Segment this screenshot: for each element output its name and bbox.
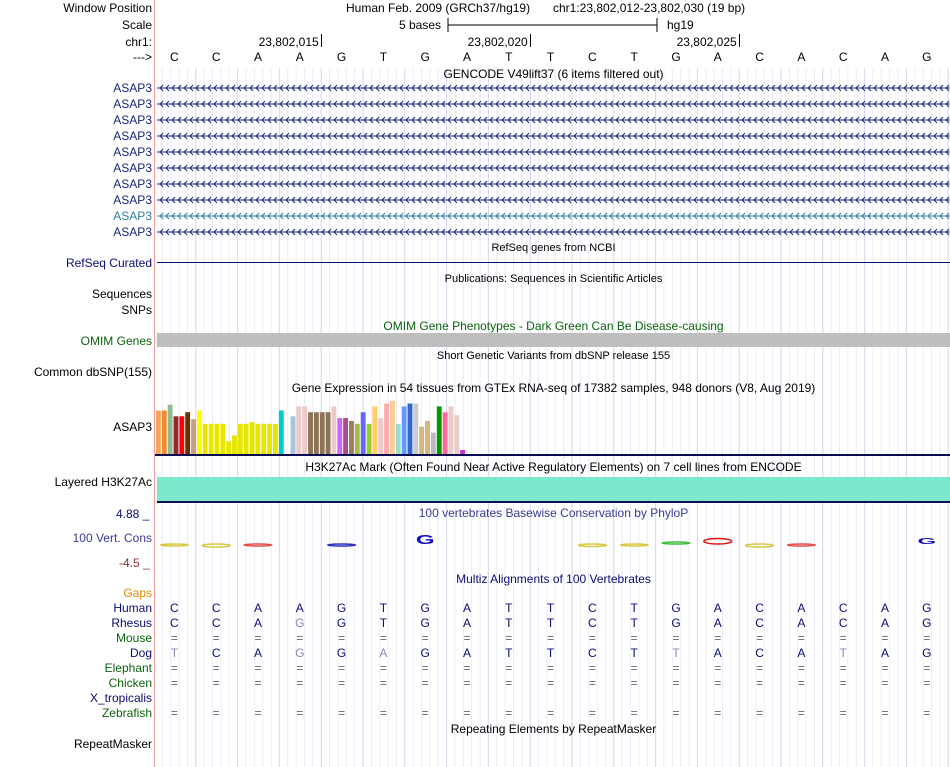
gtex-tissue-bar: [261, 424, 266, 454]
phylop-title[interactable]: 100 vertebrates Basewise Conservation by PhyloP: [418, 506, 689, 520]
gtex-tissue-bar: [320, 412, 325, 454]
gtex-tissue-bar: [279, 411, 284, 455]
multiz-base: T: [505, 646, 513, 660]
gtex-tissue-bar: [296, 406, 301, 454]
multiz-base: A: [253, 616, 262, 630]
dna-base: C: [755, 50, 764, 64]
gtex-tissue-bar: [349, 421, 354, 454]
gtex-tissue-bar: [337, 418, 342, 454]
gtex-title[interactable]: Gene Expression in 54 tissues from GTEx RNA-seq of 17382 samples, 948 donors (V8, Aug 2019): [291, 381, 816, 395]
gtex-tissue-bar: [220, 424, 225, 454]
h3k27ac-title[interactable]: H3K27Ac Mark (Often Found Near Active Regulatory Elements) on 7 cell lines from ENCODE: [305, 460, 802, 474]
multiz-base: =: [547, 706, 555, 720]
refseq-title[interactable]: RefSeq genes from NCBI: [491, 242, 616, 254]
gtex-tissue-bar: [413, 404, 418, 454]
multiz-base: G: [295, 616, 305, 630]
dna-base: G: [420, 50, 430, 64]
gencode-gene-label[interactable]: ASAP3: [113, 81, 152, 95]
phylop-label[interactable]: 100 Vert. Cons: [72, 531, 152, 545]
multiz-base: =: [839, 706, 847, 720]
multiz-base: =: [923, 706, 931, 720]
gtex-tissue-bar: [408, 404, 413, 454]
multiz-base: =: [797, 661, 805, 675]
dna-base: T: [379, 50, 388, 64]
multiz-base: =: [463, 661, 471, 675]
multiz-base: T: [546, 601, 555, 615]
ruler-tick-label: 23,802,025: [676, 35, 737, 49]
window-position-label: Window Position: [63, 1, 152, 15]
multiz-base: C: [588, 601, 597, 615]
dbsnp-label[interactable]: Common dbSNP(155): [33, 365, 152, 379]
phylop-glyph: G: [917, 536, 937, 546]
gencode-gene-label[interactable]: ASAP3: [113, 129, 152, 143]
multiz-base: G: [922, 616, 932, 630]
multiz-base: C: [211, 601, 221, 615]
multiz-base: C: [211, 616, 221, 630]
multiz-base: =: [630, 631, 638, 645]
multiz-base: =: [881, 676, 889, 690]
multiz-base: A: [797, 646, 806, 660]
multiz-base: =: [672, 631, 680, 645]
gtex-tissue-bar: [255, 424, 260, 454]
gtex-tissue-bar: [156, 411, 161, 455]
multiz-base: T: [630, 646, 638, 660]
multiz-base: =: [421, 676, 429, 690]
multiz-base: A: [880, 646, 889, 660]
gtex-tissue-bar: [302, 406, 307, 454]
multiz-base: =: [547, 631, 555, 645]
gtex-tissue-bar: [355, 424, 360, 454]
multiz-base: A: [880, 616, 889, 630]
gtex-tissue-bar: [343, 418, 348, 454]
multiz-base: G: [671, 616, 681, 630]
multiz-base: =: [630, 676, 638, 690]
multiz-base: =: [254, 676, 262, 690]
refseq-label[interactable]: RefSeq Curated: [65, 256, 152, 270]
h3k27ac-signal[interactable]: [157, 477, 950, 501]
multiz-title[interactable]: Multiz Alignments of 100 Vertebrates: [456, 572, 651, 586]
multiz-base: =: [338, 661, 346, 675]
multiz-base: =: [588, 661, 596, 675]
multiz-base: =: [296, 706, 304, 720]
multiz-base: =: [379, 706, 387, 720]
multiz-base: =: [630, 706, 638, 720]
dna-base: T: [505, 50, 513, 64]
dna-base: A: [797, 50, 806, 64]
multiz-base: =: [170, 706, 178, 720]
multiz-base: =: [547, 676, 555, 690]
multiz-base: C: [755, 646, 764, 660]
gtex-tissue-bar: [226, 441, 231, 454]
multiz-base: =: [588, 676, 596, 690]
phylop-score-mark: [704, 539, 732, 545]
position-text[interactable]: chr1:23,802,012-23,802,030 (19 bp): [553, 1, 746, 15]
pubs-snps-label[interactable]: SNPs: [121, 303, 152, 317]
repeatmasker-title[interactable]: Repeating Elements by RepeatMasker: [450, 722, 657, 736]
gtex-tissue-bar: [308, 412, 313, 454]
dna-base: G: [671, 50, 681, 64]
gtex-tissue-bar: [209, 424, 214, 454]
multiz-base: A: [253, 601, 262, 615]
multiz-species-label[interactable]: Human: [113, 601, 152, 615]
multiz-base: A: [462, 616, 471, 630]
dna-base: A: [462, 50, 471, 64]
multiz-species-label[interactable]: Rhesus: [111, 616, 152, 630]
gencode-intron-line[interactable]: [157, 163, 950, 173]
multiz-base: C: [170, 601, 179, 615]
ruler-tick-mark: [739, 34, 740, 47]
scale-text: 5 bases: [399, 18, 442, 32]
gencode-intron-line[interactable]: [157, 99, 950, 109]
gencode-intron-line[interactable]: [157, 131, 950, 141]
multiz-base: =: [505, 676, 513, 690]
gencode-gene-label[interactable]: ASAP3: [113, 145, 152, 159]
gtex-tissue-bar: [238, 424, 243, 454]
multiz-base: =: [923, 676, 931, 690]
multiz-base: =: [756, 631, 764, 645]
multiz-gaps-label[interactable]: Gaps: [123, 586, 152, 600]
multiz-base: =: [881, 661, 889, 675]
multiz-base: C: [588, 646, 597, 660]
gtex-tissue-bar: [191, 419, 196, 454]
multiz-base: =: [463, 631, 471, 645]
gencode-gene-label[interactable]: ASAP3: [113, 97, 152, 111]
gtex-tissue-bar: [291, 416, 296, 454]
phylop-score-mark: [328, 544, 356, 546]
gencode-intron-line[interactable]: [157, 147, 950, 157]
gtex-chart[interactable]: [155, 396, 950, 458]
multiz-base: =: [338, 631, 346, 645]
multiz-base: =: [881, 706, 889, 720]
phylop-max-label: 4.88 _: [116, 507, 150, 521]
multiz-base: G: [922, 646, 932, 660]
multiz-base: G: [420, 601, 430, 615]
multiz-base: =: [254, 706, 262, 720]
gtex-tissue-bar: [244, 424, 249, 454]
multiz-species-label[interactable]: Elephant: [104, 661, 152, 675]
multiz-base: =: [881, 631, 889, 645]
gtex-tissue-bar: [367, 424, 372, 454]
multiz-base: =: [463, 676, 471, 690]
multiz-base: =: [170, 661, 178, 675]
gtex-tissue-bar: [185, 412, 190, 454]
multiz-base: =: [923, 661, 931, 675]
multiz-base: =: [672, 676, 680, 690]
multiz-base: =: [714, 706, 722, 720]
gtex-tissue-bar: [203, 424, 208, 454]
ruler-tick-label: 23,802,020: [467, 35, 528, 49]
multiz-base: C: [838, 616, 848, 630]
multiz-base: =: [756, 676, 764, 690]
multiz-base: =: [505, 706, 513, 720]
multiz-base: =: [421, 631, 429, 645]
multiz-base: A: [713, 601, 722, 615]
multiz-base: =: [254, 631, 262, 645]
multiz-base: T: [630, 616, 638, 630]
gencode-gene-label[interactable]: ASAP3: [113, 161, 152, 175]
multiz-base: T: [505, 616, 513, 630]
multiz-base: =: [923, 631, 931, 645]
multiz-species-label[interactable]: Chicken: [108, 676, 152, 690]
multiz-base: T: [505, 601, 513, 615]
assembly-text: Human Feb. 2009 (GRCh37/hg19): [346, 1, 531, 15]
omim-bar[interactable]: [157, 333, 950, 347]
gtex-tissue-bar: [454, 415, 459, 454]
multiz-base: G: [336, 601, 347, 615]
gencode-intron-line[interactable]: [157, 211, 950, 221]
gtex-tissue-bar: [197, 411, 202, 455]
phylop-score-mark: [578, 544, 606, 547]
omim-title[interactable]: OMIM Gene Phenotypes - Dark Green Can Be Disease-causing: [383, 319, 724, 333]
multiz-base: A: [462, 601, 471, 615]
dna-base: C: [170, 50, 179, 64]
ruler-tick-label: 23,802,015: [258, 35, 319, 49]
pubs-sequences-label[interactable]: Sequences: [91, 287, 152, 301]
gtex-tissue-bar: [273, 424, 278, 454]
gencode-intron-line[interactable]: [157, 195, 950, 205]
dna-base: T: [630, 50, 638, 64]
gtex-tissue-bar: [425, 421, 430, 454]
gtex-tissue-bar: [390, 401, 395, 454]
dna-base: G: [336, 50, 347, 64]
multiz-base: A: [379, 646, 388, 660]
multiz-base: =: [672, 706, 680, 720]
multiz-base: =: [505, 631, 513, 645]
multiz-base: =: [463, 706, 471, 720]
phylop-score-mark: [620, 544, 648, 546]
multiz-base: A: [253, 646, 262, 660]
gencode-gene-label[interactable]: ASAP3: [113, 177, 152, 191]
multiz-base: =: [296, 661, 304, 675]
h3k27ac-baseline: [157, 501, 950, 503]
multiz-species-label[interactable]: Mouse: [115, 631, 152, 645]
multiz-base: =: [797, 706, 805, 720]
gtex-tissue-bar: [326, 412, 331, 454]
multiz-base: G: [336, 646, 347, 660]
multiz-base: =: [379, 661, 387, 675]
multiz-base: =: [296, 631, 304, 645]
multiz-base: =: [254, 661, 262, 675]
gencode-gene-label[interactable]: ASAP3: [113, 113, 152, 127]
phylop-score-mark: [662, 542, 690, 544]
refseq-line: [157, 262, 950, 263]
multiz-base: T: [379, 616, 388, 630]
gencode-gene-label[interactable]: ASAP3: [113, 193, 152, 207]
gtex-tissue-bar: [396, 424, 401, 454]
pubs-title[interactable]: Publications: Sequences in Scientific Articles: [444, 273, 663, 285]
gtex-tissue-bar: [162, 411, 167, 455]
scale-bar: [447, 17, 659, 33]
phylop-score-mark: [787, 544, 815, 546]
phylop-glyph: G: [415, 532, 435, 548]
gtex-tissue-bar: [314, 412, 319, 454]
gencode-intron-line[interactable]: [157, 115, 950, 125]
gtex-tissue-bar: [285, 447, 290, 454]
multiz-base: C: [838, 601, 848, 615]
multiz-base: =: [797, 631, 805, 645]
multiz-base: =: [212, 661, 220, 675]
multiz-base: =: [338, 706, 346, 720]
phylop-chart[interactable]: [155, 520, 950, 565]
multiz-base: =: [839, 631, 847, 645]
multiz-base: T: [672, 646, 680, 660]
gtex-tissue-bar: [443, 412, 448, 454]
multiz-base: =: [547, 661, 555, 675]
multiz-base: =: [714, 631, 722, 645]
multiz-base: C: [170, 616, 179, 630]
multiz-base: =: [714, 661, 722, 675]
gencode-intron-line[interactable]: [157, 227, 950, 237]
gtex-tissue-bar: [402, 406, 407, 454]
gtex-tissue-bar: [378, 418, 383, 454]
h3k27ac-label[interactable]: Layered H3K27Ac: [54, 475, 152, 489]
dna-base: T: [546, 50, 555, 64]
dna-base: G: [922, 50, 932, 64]
gencode-intron-line[interactable]: [157, 179, 950, 189]
multiz-base: =: [756, 706, 764, 720]
multiz-base: =: [212, 631, 220, 645]
multiz-species-label[interactable]: Dog: [129, 646, 152, 660]
gtex-tissue-bar: [168, 405, 173, 454]
phylop-score-mark: [244, 544, 272, 546]
multiz-base: =: [421, 706, 429, 720]
phylop-min-label: -4.5 _: [119, 556, 150, 570]
gtex-label[interactable]: ASAP3: [113, 420, 152, 434]
multiz-species-label[interactable]: Zebrafish: [101, 706, 152, 720]
multiz-base: A: [797, 601, 806, 615]
multiz-base: =: [296, 676, 304, 690]
gtex-tissue-bar: [267, 424, 272, 454]
ruler-tick-mark: [321, 34, 322, 47]
dna-base: A: [295, 50, 304, 64]
multiz-base: =: [588, 631, 596, 645]
multiz-base: =: [338, 676, 346, 690]
multiz-base: =: [212, 676, 220, 690]
gencode-intron-line[interactable]: [157, 83, 950, 93]
multiz-base: T: [546, 646, 555, 660]
ruler-tick-mark: [530, 34, 531, 47]
multiz-base: G: [295, 646, 305, 660]
phylop-score-mark: [160, 544, 188, 546]
phylop-score-mark: [746, 544, 774, 547]
multiz-base: =: [379, 676, 387, 690]
scale-db: hg19: [667, 18, 694, 32]
multiz-base: =: [630, 661, 638, 675]
multiz-base: G: [420, 646, 430, 660]
multiz-base: G: [420, 616, 430, 630]
gtex-tissue-bar: [384, 404, 389, 454]
multiz-base: =: [839, 676, 847, 690]
dna-base: C: [211, 50, 221, 64]
multiz-base: =: [714, 676, 722, 690]
scale-label: Scale: [121, 18, 152, 32]
multiz-base: A: [462, 646, 471, 660]
multiz-base: C: [211, 646, 221, 660]
multiz-base: =: [212, 706, 220, 720]
multiz-base: A: [295, 601, 304, 615]
multiz-base: T: [630, 601, 638, 615]
chrom-label: chr1:: [125, 35, 152, 49]
multiz-base: =: [588, 706, 596, 720]
multiz-base: =: [672, 661, 680, 675]
multiz-base: A: [880, 601, 889, 615]
phylop-score-mark: [202, 544, 230, 547]
multiz-base: A: [713, 646, 722, 660]
multiz-base: T: [379, 601, 388, 615]
multiz-base: A: [797, 616, 806, 630]
gencode-title[interactable]: GENCODE V49lift37 (6 items filtered out): [443, 67, 664, 81]
dna-base: A: [253, 50, 262, 64]
multiz-base: G: [336, 616, 347, 630]
multiz-base: T: [839, 646, 847, 660]
gtex-tissue-bar: [174, 416, 179, 454]
omim-label[interactable]: OMIM Genes: [80, 334, 152, 348]
dna-base: A: [880, 50, 889, 64]
multiz-base: G: [922, 601, 932, 615]
multiz-base: =: [839, 661, 847, 675]
multiz-base: =: [379, 631, 387, 645]
gtex-tissue-bar: [215, 424, 220, 454]
dbsnp-title[interactable]: Short Genetic Variants from dbSNP release 155: [436, 350, 671, 362]
multiz-species-label[interactable]: X_tropicalis: [89, 691, 152, 705]
multiz-base: C: [755, 601, 764, 615]
multiz-base: C: [755, 616, 764, 630]
gtex-tissue-bar: [460, 450, 465, 454]
gencode-gene-label[interactable]: ASAP3: [113, 225, 152, 239]
gtex-tissue-bar: [232, 435, 237, 454]
multiz-base: T: [546, 616, 555, 630]
gtex-tissue-bar: [332, 406, 337, 454]
strand-label: --->: [133, 50, 152, 64]
gtex-tissue-bar: [419, 427, 424, 454]
multiz-base: =: [505, 661, 513, 675]
multiz-base: =: [170, 631, 178, 645]
multiz-base: =: [170, 676, 178, 690]
multiz-base: =: [797, 676, 805, 690]
multiz-base: C: [588, 616, 597, 630]
gencode-gene-label[interactable]: ASAP3: [113, 209, 152, 223]
gtex-tissue-bar: [431, 433, 436, 454]
multiz-base: A: [713, 616, 722, 630]
gtex-tissue-bar: [361, 412, 366, 454]
multiz-base: =: [421, 661, 429, 675]
multiz-base: =: [756, 661, 764, 675]
gtex-tissue-bar: [437, 406, 442, 454]
dna-base: C: [838, 50, 848, 64]
dna-base: A: [713, 50, 722, 64]
gtex-tissue-bar: [449, 406, 454, 454]
gtex-tissue-bar: [372, 406, 377, 454]
dna-base: C: [588, 50, 597, 64]
multiz-base: G: [671, 601, 681, 615]
gtex-tissue-bar: [179, 416, 184, 454]
repeatmasker-label[interactable]: RepeatMasker: [73, 737, 152, 751]
gtex-tissue-bar: [250, 422, 255, 454]
multiz-base: T: [170, 646, 179, 660]
